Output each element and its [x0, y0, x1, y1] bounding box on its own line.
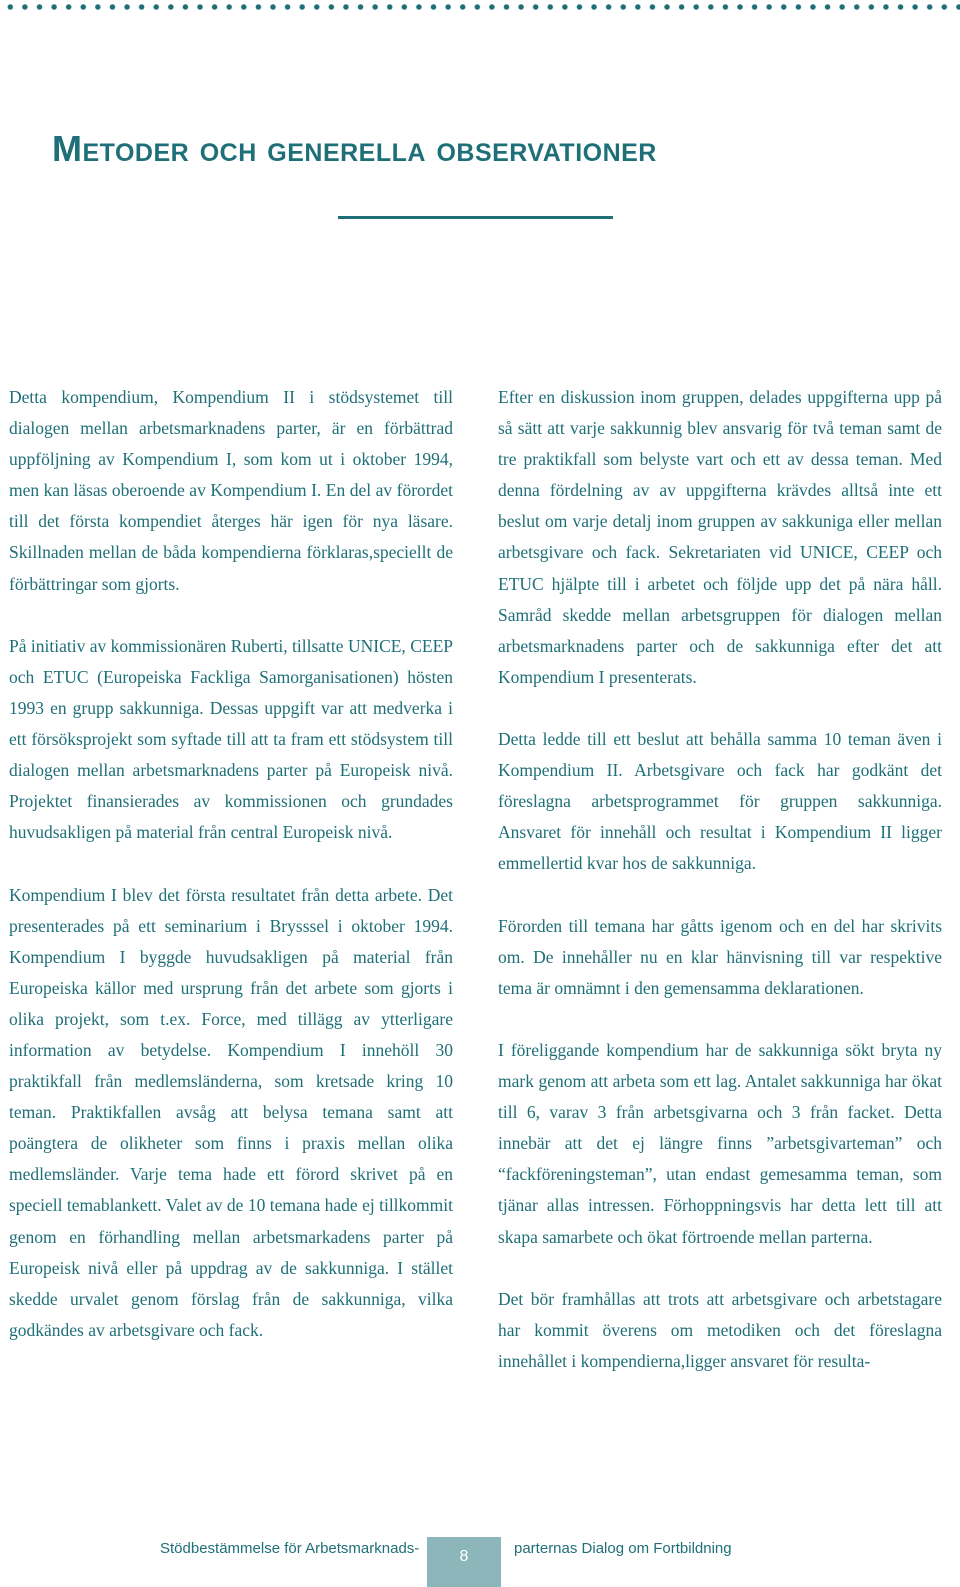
- paragraph: Det bör framhållas att trots att arbetsgivare och arbetstagare har kommit överens om metodiken och det föreslagna innehållet i kompendierna,ligger ansvaret för resulta-: [498, 1288, 942, 1371]
- paragraph: Detta ledde till ett beslut att behålla samma 10 teman även i Kompendium II. Arbetsgivare och fack har godkänt det föreslagna arbetsprogrammet för gruppen sakkunniga. Ansvaret för innehåll och resultat i Kompendium II ligger emmellertid kvar hos de sakkunniga.: [498, 729, 942, 874]
- page-title: Metoder och generella observationer: [52, 128, 657, 169]
- page-number-tab: [427, 1537, 501, 1587]
- left-text-column: [9, 382, 453, 1346]
- title-underline: [338, 216, 613, 219]
- paragraph: I föreliggande kompendium har de sakkunniga sökt bryta ny mark genom att arbeta som ett lag. Antalet sakkunniga har ökat till 6, varav 3 från arbetsgivarna och 3 från facket. Detta innebär att det ej längre finns ”arbetsgivarteman” och “fackföreningsteman”, utan endast gemesamma teman, som tjänar allas intressen. Förhoppningsvis har detta lett till att skapa samarbete och ökat förtroende mellan parterna.: [498, 1039, 942, 1247]
- footer-text-right: parternas Dialog om Fortbildning: [514, 1540, 732, 1557]
- footer-text-left: Stödbestämmelse för Arbetsmarknads-: [160, 1540, 420, 1557]
- paragraph: Efter en diskussion inom gruppen, delades uppgifterna upp på så sätt att varje sakkunnig blev ansvarig för två teman samt de tre praktikfall som belyste vart och ett av dessa teman. Med denna fördelning av av uppgifterna krävdes alltså inte ett beslut om varje detalj inom gruppen av sakkuniga eller mellan arbetsgivare och fack. Sekretariaten vid UNICE, CEEP och ETUC hjälpte till i arbetet och följde upp det på nära håll. Samråd skedde mellan arbetsgruppen för dialogen mellan arbetsmarknadens parter och de sakkunniga efter det att Kompendium I presenterats.: [498, 387, 942, 687]
- paragraph: Detta kompendium, Kompendium II i stödsystemet till dialogen mellan arbetsmarknadens parter, är en förbättrad uppföljning av Kompendium I, som kom ut i oktober 1994, men kan läsas oberoende av Kompendium I. En del av förordet till det första kompendiet återges här igen för nya läsare. Skillnaden mellan de båda kompendierna förklaras,speciellt de förbättringar som gjorts.: [9, 387, 453, 594]
- dotted-top-border: [0, 0, 960, 14]
- paragraph: På initiativ av kommissionären Ruberti, tillsatte UNICE, CEEP och ETUC (Europeiska Fackliga Samorganisationen) hösten 1993 en grupp sakkunniga. Dessas uppgift var att medverka i ett försöksprojekt som syftade till att ta fram ett stödsystem till dialogen mellan arbetsmarknadens parter på Europeisk nivå. Projektet finansierades av kommissionen och grundades huvudsakligen på material från central Europeisk nivå.: [9, 635, 453, 843]
- paragraph: Förorden till temana har gåtts igenom och en del har skrivits om. De innehåller nu en klar hänvisning till var respektive tema är omnämnt i den gemensamma deklarationen.: [498, 915, 942, 998]
- page-number: 8: [459, 1548, 469, 1565]
- right-text-column: [498, 382, 942, 1377]
- paragraph: Kompendium I blev det första resultatet från detta arbete. Det presenterades på ett seminarium i Brysssel i oktober 1994. Kompendium I byggde huvudsakligen på material från Europeiska källor med ursprung från det arbete som gjorts i olika projekt, som t.ex. Force, med tillägg av ytterligare information av betydelse. Kompendium I innehöll 30 praktikfall från medlemsländerna, som kretsade kring 10 teman. Praktikfallen avsåg att belysa temana samt att poängtera de olikheter som finns i praxis mellan olika medlemsländer. Varje tema hade ett förord skrivet på en speciell temablankett. Valet av de 10 temana hade ej tillkommit genom en förhandling mellan arbetsmarkadens parter på Europeisk nivå eller på uppdrag av de sakkunniga. I stället skedde urvalet genom förslag från de sakkunniga, vilka godkändes av arbetsgivare och fack.: [9, 884, 453, 1340]
